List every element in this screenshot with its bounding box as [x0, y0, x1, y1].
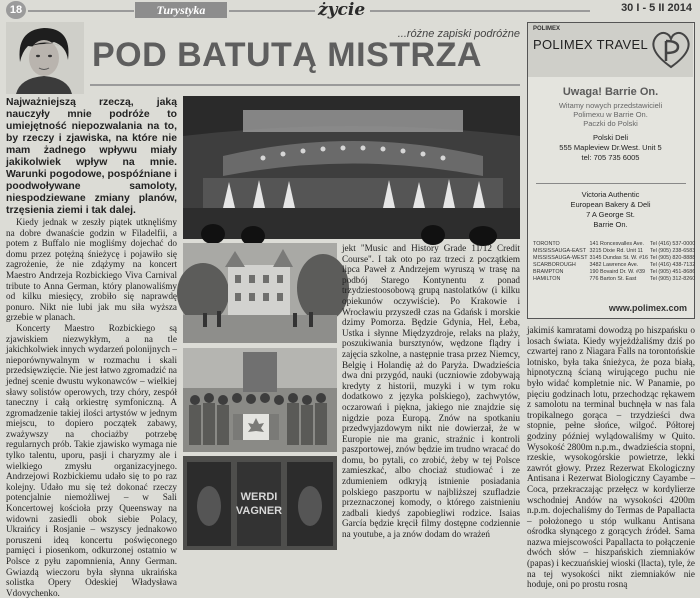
article-column-2 [342, 243, 520, 550]
article-column-3 [527, 325, 695, 590]
paragraph: jakimiś kamratami dowodzą po hiszpańsku o losach świata. Kiedy wyjeżdżaliśmy dziś po czwartej rano z Niagara Falls na torontońskie lotnisko, była taka śnieżyca, że poza białą, hipnotyczną ścianą wirującego puchu nie było widać kompletnie nic. W Panamie, po pięciu godzinach lotu, przechodząc rękawem z samolotu na terminal buchnęła w nas fala tropikalnego gorąca – trzydzieści dwa stopnie, pełne słońce, wilgoć. Półtorej godziny później wylądowaliśmy w Quito. Wysokość 2800m n.p.m., dwadzieścia stopni, rzeskie, wysokogórskie powietrze, lekki zawrót głowy. Przez Rezerwat Ekologiczny Antisana i Rezerwat Biologiczny Cayambe – Coca, przekraczając przełęcz w kordylierze wschodniej Andów na wysokości 4200m n.p.m. dojechaliśmy do Termas de Papallacta – położonego u stóp wulkanu Antisana ośrodka słynącego z gorących źródeł. Sama nazwa miejscowości Papallacta to połączenie dwóch słów – hiszpańskich ziemniaków (papas) i keczuańskiej wioski (llacta), tyle, że na tej wysokości nikt ziemniaków nie hoduje, oni po prostu rosną [527, 325, 695, 590]
branch-city: TORONTO [533, 241, 560, 247]
table-row [532, 276, 696, 283]
ad-address-line: European Bakery & Deli [570, 200, 651, 209]
page-number: 18 [6, 1, 26, 19]
concert-photo [183, 96, 520, 239]
header-rule-left [28, 10, 134, 12]
ad-address-line: Victoria Authentic [581, 190, 640, 199]
ad-address-line: 555 Mapleview Dr.West. Unit 5 [559, 143, 662, 152]
branch-phone: Tel (905) 451-8686 [649, 269, 696, 275]
table-row [532, 262, 696, 269]
branch-city: MISSISSAUGA-EAST [533, 248, 587, 254]
heart-logo-icon [648, 27, 694, 73]
article-lead: Najważniejszą rzeczą, jaką nauczyły mnie podróże to umiejętność niepozwalania na to, by rzeczy i zjawiska, na które nie mam żadnego wpływu miały jakikolwiek wpływ na mnie. Warunki pogodowe, pospóźniane i poodwoływane samoloty, niespodziewane zmiany planów, trzęsienia ziemi i tak dalej. [6, 97, 177, 216]
newspaper-name: życie [318, 0, 366, 20]
article-headline: POD BATUTĄ MISTRZA [92, 36, 482, 74]
polimex-travel-ad [527, 22, 695, 319]
ad-notice: Uwaga! Barrie On. [562, 86, 659, 98]
branch-phone: Tel (905) 312-8260 [649, 276, 696, 282]
branch-address: 3482 Lawrence Ave. [589, 262, 639, 268]
branch-address: 776 Barton St. East [589, 276, 637, 282]
branch-table [532, 241, 696, 283]
ad-address-line: tel: 705 735 6005 [581, 153, 640, 162]
ad-red-line: Paczki do Polski [583, 119, 638, 128]
table-row [532, 241, 696, 248]
branch-city: MISSISSAUGA-WEST [533, 255, 588, 261]
branch-address: 141 Roncesvalles Ave. [589, 241, 644, 247]
paragraph: jekt "Music and History Grade 11/12 Credit Course". I tak oto po raz trzeci z początkiem lipca Paweł z Andrzejem wyruszą w trasę na podbój Starego Kontynentu z ponad trzydziestoosobową grupą nastolatków (i kilku opiekunów oczywiście). Po Krakowie i Wrocławiu przyszedł czas na Gdańsk i morskie dzimy Pomorza. Będzie Gdynia, Hel, Łeba, Ustka i słynne Międzyzdroje, relaks na plaży, poszukiwania bursztynów, wędzone flądry i zajęcia szkolne, a następnie trasa przez Niemcy, Belgię i Holandię aż do Paryża. Dwadzieścia dwa dni przygód, nauki (uczniowie zdobywają kredyty z historii, muzyki i w tym roku dodatkowo z języka polskiego), zachwytów, oczarowań i piękna, jakiego nie znajdzie się nigdzie poza Europą. Znów na spotkaniu przedwyjazdowym nikt nie dowierzał, że w Europie nie ma granic, straźnic i kontroli paszportowej, znów będzie im trudno wracać do domu, bo pytali, co zrobić, żeby w tej Polsce zamieszkać, albo chociaż studiować i ze zdumieniem odkryją istnienie posiadania polskiego paszportu w najbliższej szufladzie przeznaczonej komody, o którego zaistnieniu zadbali kiedyś zapobiegliwi rodzice. Isaias García będzie kręcił filmy dostępne codziennie na youtube, a ja znów dodam do wrażeń [342, 243, 520, 540]
ad-divider [536, 183, 686, 184]
ad-title: POLIMEX TRAVEL [533, 37, 648, 52]
author-portrait [6, 22, 84, 94]
table-row [532, 269, 696, 276]
header-rule-middle-right [370, 10, 590, 12]
branch-phone: Tel (905) 238-6583 [649, 248, 696, 254]
ad-website-link[interactable]: www.polimex.com [608, 303, 687, 313]
branch-address: 3145 Dundas St. W. #16 [589, 255, 648, 261]
ad-address-line: 7 A George St. [586, 210, 635, 219]
ad-red-line: Witamy nowych przedstawicieli [558, 101, 663, 110]
poster-text-1: WERDI [240, 491, 278, 503]
title-rule [90, 84, 520, 86]
table-row [532, 248, 696, 255]
paragraph: Koncerty Maestro Rozbickiego są zjawiskiem niezwykłym, a na tle jakichkolwiek innych wydarzeń polonijnych – nieporównywalnym w rozmachu i skali przedsięwzięcie. Nie jest łatwo zgromadzić na jednej scenie dwustu wykonawców – wielkiej sławy solistów operowych, trzy chóry, zespół taneczny i całą orkiestrę symfoniczną. A zgromadzenie takiej ilości artystów w jednym miejscu, to dopiero początek zabawy, zważywszy na chociażby potrzebę regularnych prób. Takie zjawisko wymaga nie tylko talentu, uporu, pasji i charyzmy ale i wielkiego zmysłu organizacyjnego. Andrzejowi Rozbickiemu udało się to po raz kolejny. Udało mu się też dokonać rzeczy potencjalnie niemożliwej – w Sali Koncertowej kościoła przy Queensway na widowni zasiedli obok siebie Polacy, Ukraińcy i Rosjanie – wszyscy jednakowo poruszeni ideą koncertu poświęconego pamięci i piosenkom, odkurzonej ostatnio w Polsce z pyłu zapomnienia, Anny German. Gwiazdą wieczoru była słynna ukraińska solistka Opery Odeskiej Władysława Vdovychenko. [6, 322, 177, 598]
branch-city: BRAMPTON [533, 269, 564, 275]
castle-photo [183, 243, 337, 343]
group-photo [183, 348, 337, 452]
article-column-1 [6, 97, 177, 598]
branch-city: HAMILTON [533, 276, 561, 282]
poster-text-2: VAGNER [235, 505, 283, 517]
header-rule-middle-left [229, 10, 315, 12]
paragraph: Kiedy jednak w zeszły piątek utknęliśmy na dobre dwanaście godzin w Filadelfii, a potem z Buffalo nie mogliśmy dojechać do domu przez potężną śnieżycę i pojawiło się zagrożenie, że nie zdążymy na koncert Maestro Andrzeja Rozbickiego Viva Carnival tribute to Anna German, który planowaliśmy od kilku miesięcy, zrobiło się naprawdę ponuro. Nikt nie lubi jak mu siła wyższa grzebie w planach. [6, 217, 177, 323]
table-row [532, 255, 696, 262]
ad-address-line: Polski Deli [592, 133, 628, 142]
branch-address: 3215 Dixie Rd. Unit 11 [589, 248, 644, 254]
branch-phone: Tel (416) 438-7132 [649, 262, 696, 268]
ad-address-line: Barrie On. [593, 220, 628, 229]
issue-date: 30 I - 5 II 2014 [621, 2, 692, 14]
section-tab: Turystyka [135, 2, 227, 18]
branch-phone: Tel (416) 537-0000 [649, 241, 696, 247]
article-subhead: ...różne zapiski podróżne [397, 28, 520, 40]
ad-brand-small: POLIMEX [533, 26, 561, 32]
branch-phone: Tel (905) 820-8888 [649, 255, 696, 261]
branch-address: 190 Bovaird Dr. W. #39 [589, 269, 645, 275]
branch-city: SCARBOROUGH [533, 262, 576, 268]
page-header [0, 0, 700, 20]
poster-photo [183, 456, 337, 550]
ad-red-line: Polimexu w Barrie On. [573, 110, 648, 119]
